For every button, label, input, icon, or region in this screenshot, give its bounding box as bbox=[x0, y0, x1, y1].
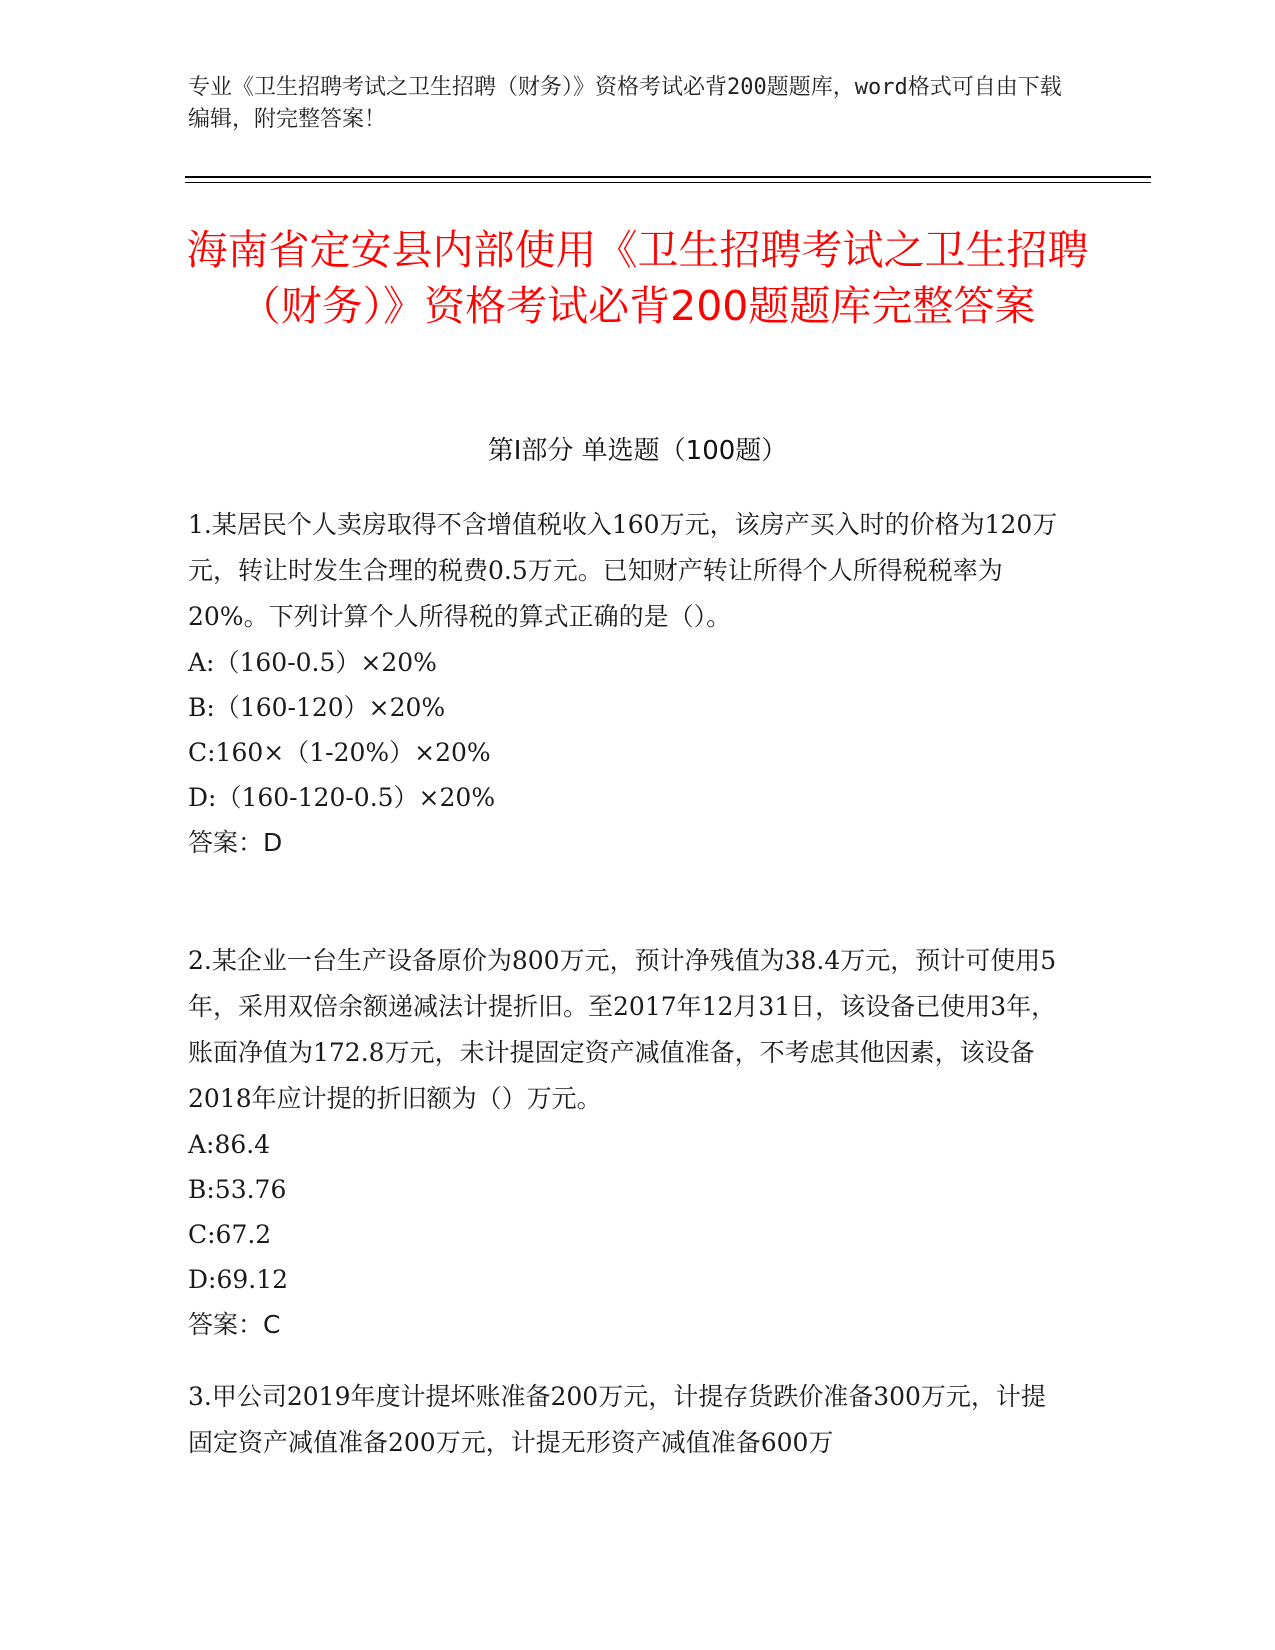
option-b: B:53.76 bbox=[188, 1175, 287, 1204]
option-b: B:（160-120）×20% bbox=[188, 693, 446, 722]
option-a: A:（160-0.5）×20% bbox=[188, 648, 437, 677]
option-a: A:86.4 bbox=[188, 1130, 271, 1159]
option-d: D:69.12 bbox=[188, 1265, 289, 1294]
answer: 答案：C bbox=[188, 1310, 281, 1339]
option-c: C:160×（1-20%）×20% bbox=[188, 738, 491, 767]
question-3 bbox=[188, 1374, 1068, 1466]
question-stem: 1.某居民个人卖房取得不含增值税收入160万元，该房产买入时的价格为120万元，转让时发生合理的税费0.5万元。已知财产转让所得个人所得税税率为20%。下列计算个人所得税的算式正确的是（）。 bbox=[188, 510, 1058, 631]
document-title: 海南省定安县内部使用《卫生招聘考试之卫生招聘（财务）》资格考试必背200题题库完整答案 bbox=[186, 226, 1089, 330]
option-d: D:（160-120-0.5）×20% bbox=[188, 783, 496, 812]
header-note: 专业《卫生招聘考试之卫生招聘（财务）》资格考试必背200题题库，word格式可自由下载编辑，附完整答案！ bbox=[188, 75, 1062, 132]
question-stem: 2.某企业一台生产设备原价为800万元，预计净残值为38.4万元，预计可使用5年，采用双倍余额递减法计提折旧。至2017年12月31日，该设备已使用3年，账面净值为172.8万元，未计提固定资产减值准备，不考虑其他因素，该设备2018年应计提的折旧额为（）万元。 bbox=[188, 946, 1057, 1113]
question-1 bbox=[188, 502, 1068, 866]
header-rule-thin bbox=[185, 182, 1151, 183]
section-title: 第I部分 单选题（100题） bbox=[487, 436, 788, 466]
answer: 答案：D bbox=[188, 828, 283, 857]
question-2 bbox=[188, 938, 1068, 1348]
header-rule-thick bbox=[185, 176, 1151, 178]
option-c: C:67.2 bbox=[188, 1220, 272, 1249]
question-stem: 3.甲公司2019年度计提坏账准备200万元，计提存货跌价准备300万元，计提固定资产减值准备200万元，计提无形资产减值准备600万 bbox=[188, 1382, 1046, 1457]
